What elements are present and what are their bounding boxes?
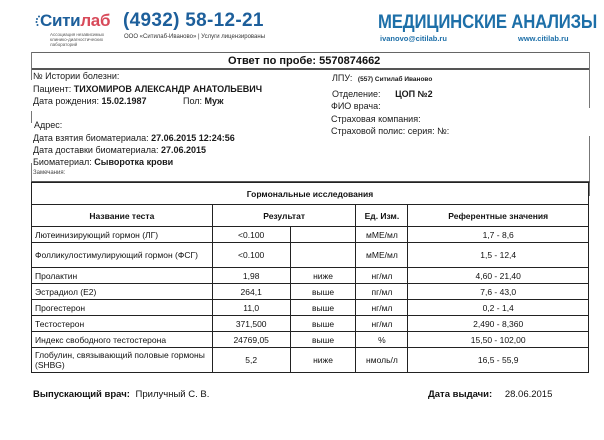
- firm-info: ООО «Ситилаб-Иваново» | Услуги лицензированы: [124, 34, 266, 40]
- test-flag: выше: [290, 332, 356, 348]
- test-reference: 1,5 - 12,4: [408, 243, 589, 268]
- biomaterial-label: Биоматериал:: [33, 157, 92, 167]
- doctor-label: ФИО врача:: [331, 101, 381, 111]
- patient-line: [33, 84, 262, 94]
- table-row: [32, 243, 589, 268]
- department-line: [332, 89, 433, 99]
- frame-top-line: [31, 52, 590, 53]
- test-name: Тестостерон: [32, 316, 213, 332]
- test-reference: 15,50 - 102,00: [408, 332, 589, 348]
- patient-name: ТИХОМИРОВ АЛЕКСАНДР АНАТОЛЬЕВИЧ: [73, 84, 263, 94]
- test-name: Эстрадиол (Е2): [32, 284, 213, 300]
- citilab-logo: [40, 12, 110, 47]
- test-unit: пг/мл: [356, 284, 408, 300]
- table-row: [32, 332, 589, 348]
- test-result: 264,1: [212, 284, 290, 300]
- test-reference: 7,6 - 43,0: [408, 284, 589, 300]
- test-result: 5,2: [212, 348, 290, 373]
- sample-number: 5570874662: [319, 55, 381, 67]
- test-reference: 4,60 - 21,40: [408, 268, 589, 284]
- address-label: Адрес:: [34, 120, 63, 130]
- lpu-label: ЛПУ:: [332, 73, 353, 83]
- policy-label: Страховой полис: серия: №:: [331, 126, 450, 136]
- test-unit: нг/мл: [356, 268, 408, 284]
- delivered-label: Дата доставки биоматериала:: [33, 145, 159, 155]
- table-row: [32, 316, 589, 332]
- test-name: Прогестерон: [32, 300, 213, 316]
- test-name: Лютеинизирующий гормон (ЛГ): [32, 227, 213, 243]
- section-row: [32, 183, 589, 205]
- delivered-value: 27.06.2015: [160, 145, 207, 155]
- test-reference: 2,490 - 8,360: [408, 316, 589, 332]
- dob-line: [33, 96, 147, 106]
- test-reference: 16,5 - 55,9: [408, 348, 589, 373]
- table-row: [32, 227, 589, 243]
- logo-name: [40, 12, 110, 30]
- email-link[interactable]: ivanovo@citilab.ru: [380, 34, 447, 43]
- department-label: Отделение:: [332, 89, 381, 99]
- delivered-line: [33, 145, 206, 155]
- test-name: Пролактин: [32, 268, 213, 284]
- test-flag: выше: [290, 300, 356, 316]
- table-row: [32, 348, 589, 373]
- test-unit: нмоль/л: [356, 348, 408, 373]
- header-test-name: Название теста: [32, 205, 213, 227]
- biomaterial-line: [33, 157, 173, 167]
- test-unit: нг/мл: [356, 300, 408, 316]
- sample-title: [228, 55, 380, 67]
- test-flag: выше: [290, 284, 356, 300]
- website-link[interactable]: www.citilab.ru: [518, 34, 569, 43]
- issue-date-value: 28.06.2015: [504, 389, 553, 400]
- test-reference: 1,7 - 8,6: [408, 227, 589, 243]
- header-result: Результат: [212, 205, 356, 227]
- collected-line: [33, 133, 235, 143]
- test-name: Фолликулостимулирующий гормон (ФСГ): [32, 243, 213, 268]
- logo-name-part2: лаб: [80, 11, 111, 30]
- history-label: № Истории болезни:: [33, 71, 120, 81]
- logo-subtitle: Ассоциация независимых клинико-диагностических лабораторий: [50, 32, 105, 47]
- issuing-doctor-name: Прилучный С. В.: [135, 389, 210, 400]
- frame-left-line-2: [31, 70, 32, 80]
- sex-label: Пол:: [183, 96, 203, 106]
- issuing-doctor-label: Выпускающий врач:: [33, 389, 130, 400]
- department-value: ЦОП №2: [395, 89, 433, 99]
- test-flag: ниже: [290, 348, 356, 373]
- sex-line: [183, 96, 224, 106]
- test-flag: [290, 227, 356, 243]
- brand-title: МЕДИЦИНСКИЕ АНАЛИЗЫ: [378, 12, 598, 33]
- dob-label: Дата рождения:: [33, 96, 99, 106]
- logo-name-part1: Сити: [40, 11, 81, 30]
- test-unit: нг/мл: [356, 316, 408, 332]
- biomaterial-value: Сыворотка крови: [94, 157, 174, 167]
- test-flag: выше: [290, 316, 356, 332]
- logo-dots-icon: [35, 15, 41, 27]
- test-reference: 0,2 - 1,4: [408, 300, 589, 316]
- results-table: [31, 182, 589, 373]
- issue-date-label: Дата выдачи:: [428, 389, 493, 400]
- issue-date: [428, 389, 552, 400]
- test-unit: мМЕ/мл: [356, 227, 408, 243]
- title-divider: [31, 68, 590, 70]
- test-result: <0.100: [212, 227, 290, 243]
- test-name: Индекс свободного тестостерона: [32, 332, 213, 348]
- lpu-line: [332, 73, 432, 83]
- collected-label: Дата взятия биоматериала:: [33, 133, 149, 143]
- issuing-doctor: [33, 389, 209, 400]
- test-result: 1,98: [212, 268, 290, 284]
- phone-number: (4932) 58-12-21: [123, 10, 264, 31]
- test-result: 11,0: [212, 300, 290, 316]
- collected-value: 27.06.2015 12:24:56: [151, 133, 235, 143]
- header-unit: Ед. Изм.: [356, 205, 408, 227]
- sample-title-label: Ответ по пробе:: [228, 55, 317, 67]
- test-result: <0.100: [212, 243, 290, 268]
- table-row: [32, 300, 589, 316]
- dob-value: 15.02.1987: [101, 96, 147, 106]
- test-flag: [290, 243, 356, 268]
- header-reference: Референтные значения: [408, 205, 589, 227]
- test-result: 24769,05: [212, 332, 290, 348]
- table-row: [32, 284, 589, 300]
- test-unit: %: [356, 332, 408, 348]
- test-name: Глобулин, связывающий половые гормоны (SHBG): [32, 348, 213, 373]
- test-result: 371,500: [212, 316, 290, 332]
- section-title: Гормональные исследования: [32, 183, 589, 205]
- frame-right-line-2: [589, 136, 590, 196]
- lpu-value: (557) Ситилаб Иваново: [357, 76, 433, 83]
- frame-left-line: [31, 52, 32, 70]
- insurance-label: Страховая компания:: [331, 114, 421, 124]
- remarks-label: Замечания:: [33, 170, 66, 176]
- frame-right-line: [589, 52, 590, 108]
- test-flag: ниже: [290, 268, 356, 284]
- header-row: [32, 205, 589, 227]
- sex-value: Муж: [204, 96, 224, 106]
- patient-label: Пациент:: [33, 84, 72, 94]
- table-row: [32, 268, 589, 284]
- test-unit: мМЕ/мл: [356, 243, 408, 268]
- frame-left-line-3: [31, 111, 32, 123]
